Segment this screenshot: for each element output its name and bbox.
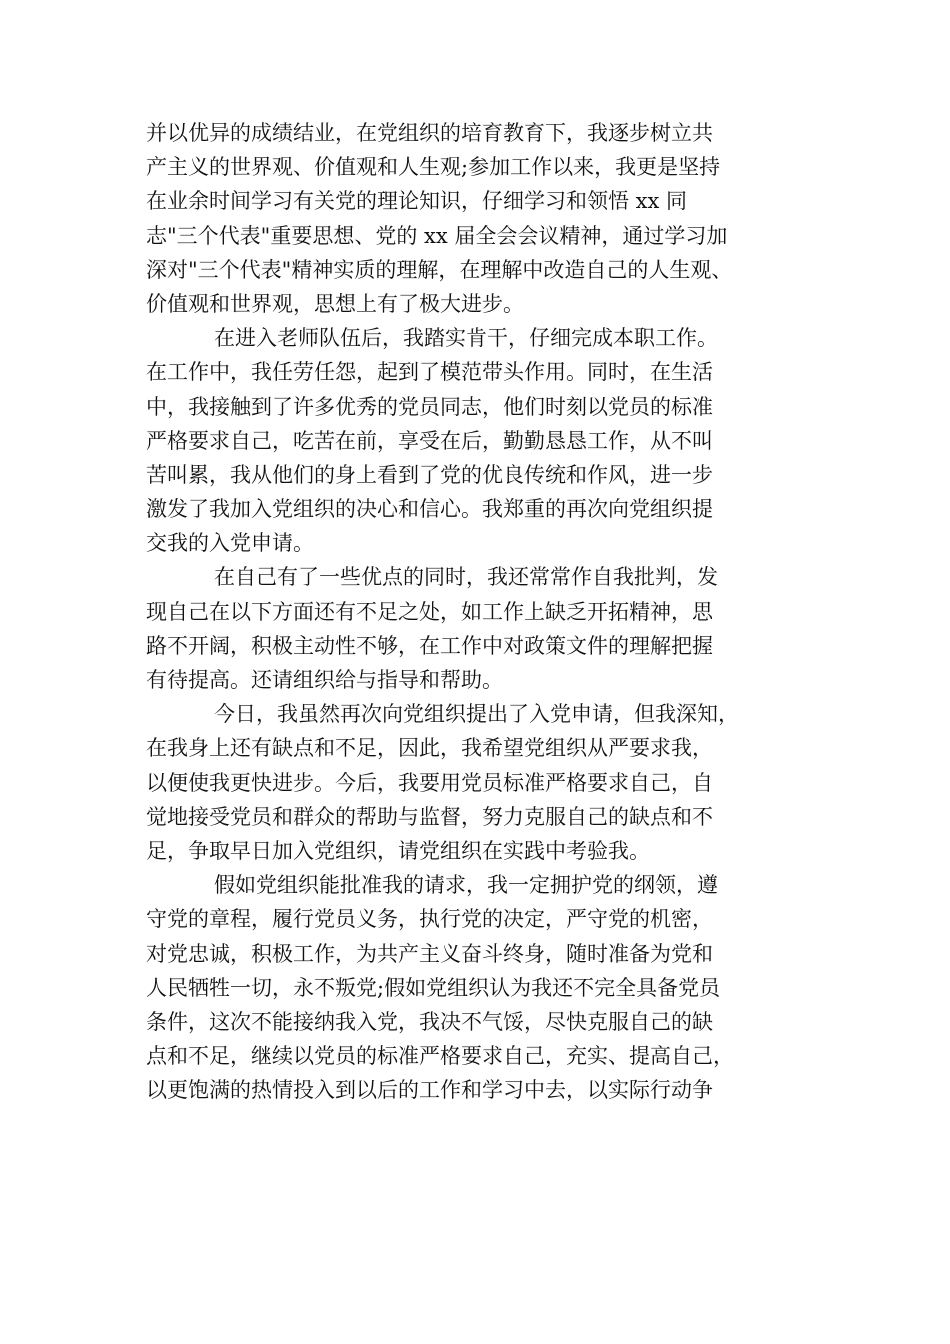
text-line: 中，我接触到了许多优秀的党员同志，他们时刻以党员的标准 xyxy=(146,394,713,419)
text-line: 守党的章程，履行党员义务，执行党的决定，严守党的机密， xyxy=(146,907,713,932)
text-line: 交我的入党申请。 xyxy=(146,531,314,556)
text-line: 严格要求自己，吃苦在前，享受在后，勤勤恳恳工作，从不叫 xyxy=(146,428,713,453)
text-line: 条件，这次不能接纳我入党，我决不气馁，尽快克服自己的缺 xyxy=(146,1009,713,1034)
text-line: 有待提高。还请组织给与指导和帮助。 xyxy=(146,668,503,692)
text-line: 在我身上还有缺点和不足，因此，我希望党组织从严要求我， xyxy=(146,736,713,761)
text-line: 觉地接受党员和群众的帮助与监督，努力克服自己的缺点和不 xyxy=(146,804,713,829)
text-line: 并以优异的成绩结业，在党组织的培育教育下，我逐步树立共 xyxy=(146,121,713,145)
paragraph-first-line: 在自己有了一些优点的同时，我还常常作自我批判，发 xyxy=(214,565,718,590)
text-line: 路不开阔，积极主动性不够，在工作中对政策文件的理解把握 xyxy=(146,633,713,658)
text-line: 足，争取早日加入党组织，请党组织在实践中考验我。 xyxy=(146,838,650,863)
text-line: 激发了我加入党组织的决心和信心。我郑重的再次向党组织提 xyxy=(146,497,713,522)
paragraph-first-line: 假如党组织能批准我的请求，我一定拥护党的纲领，遵 xyxy=(214,873,718,898)
text-line: 苦叫累，我从他们的身上看到了党的优良传统和作风，进一步 xyxy=(146,462,713,487)
text-line: 对党忠诚，积极工作，为共产主义奋斗终身，随时准备为党和 xyxy=(146,941,713,966)
text-line: 在业余时间学习有关党的理论知识，仔细学习和领悟 xx 同 xyxy=(146,189,688,214)
text-line: 志"三个代表"重要思想、党的 xx 届全会会议精神，通过学习加 xyxy=(146,223,728,248)
document-body xyxy=(146,116,806,1107)
paragraph-first-line: 在进入老师队伍后，我踏实肯干，仔细完成本职工作。 xyxy=(214,326,718,351)
text-line: 以更饱满的热情投入到以后的工作和学习中去，以实际行动争 xyxy=(146,1078,713,1103)
text-line: 以便使我更快进步。今后，我要用党员标准严格要求自己，自 xyxy=(146,770,713,795)
text-line: 价值观和世界观，思想上有了极大进步。 xyxy=(146,291,524,316)
text-line: 点和不足，继续以党员的标准严格要求自己，充实、提高自己， xyxy=(146,1044,734,1069)
text-line: 现自己在以下方面还有不足之处，如工作上缺乏开拓精神，思 xyxy=(146,599,713,624)
text-line: 产主义的世界观、价值观和人生观;参加工作以来，我更是坚持 xyxy=(146,155,721,180)
paragraph-first-line: 今日，我虽然再次向党组织提出了入党申请，但我深知， xyxy=(214,702,739,727)
text-line: 深对"三个代表"精神实质的理解，在理解中改造自己的人生观、 xyxy=(146,257,733,282)
text-line: 在工作中，我任劳任怨，起到了模范带头作用。同时，在生活 xyxy=(146,360,713,385)
text-line: 人民牺牲一切，永不叛党;假如党组织认为我还不完全具备党员 xyxy=(146,975,721,1000)
